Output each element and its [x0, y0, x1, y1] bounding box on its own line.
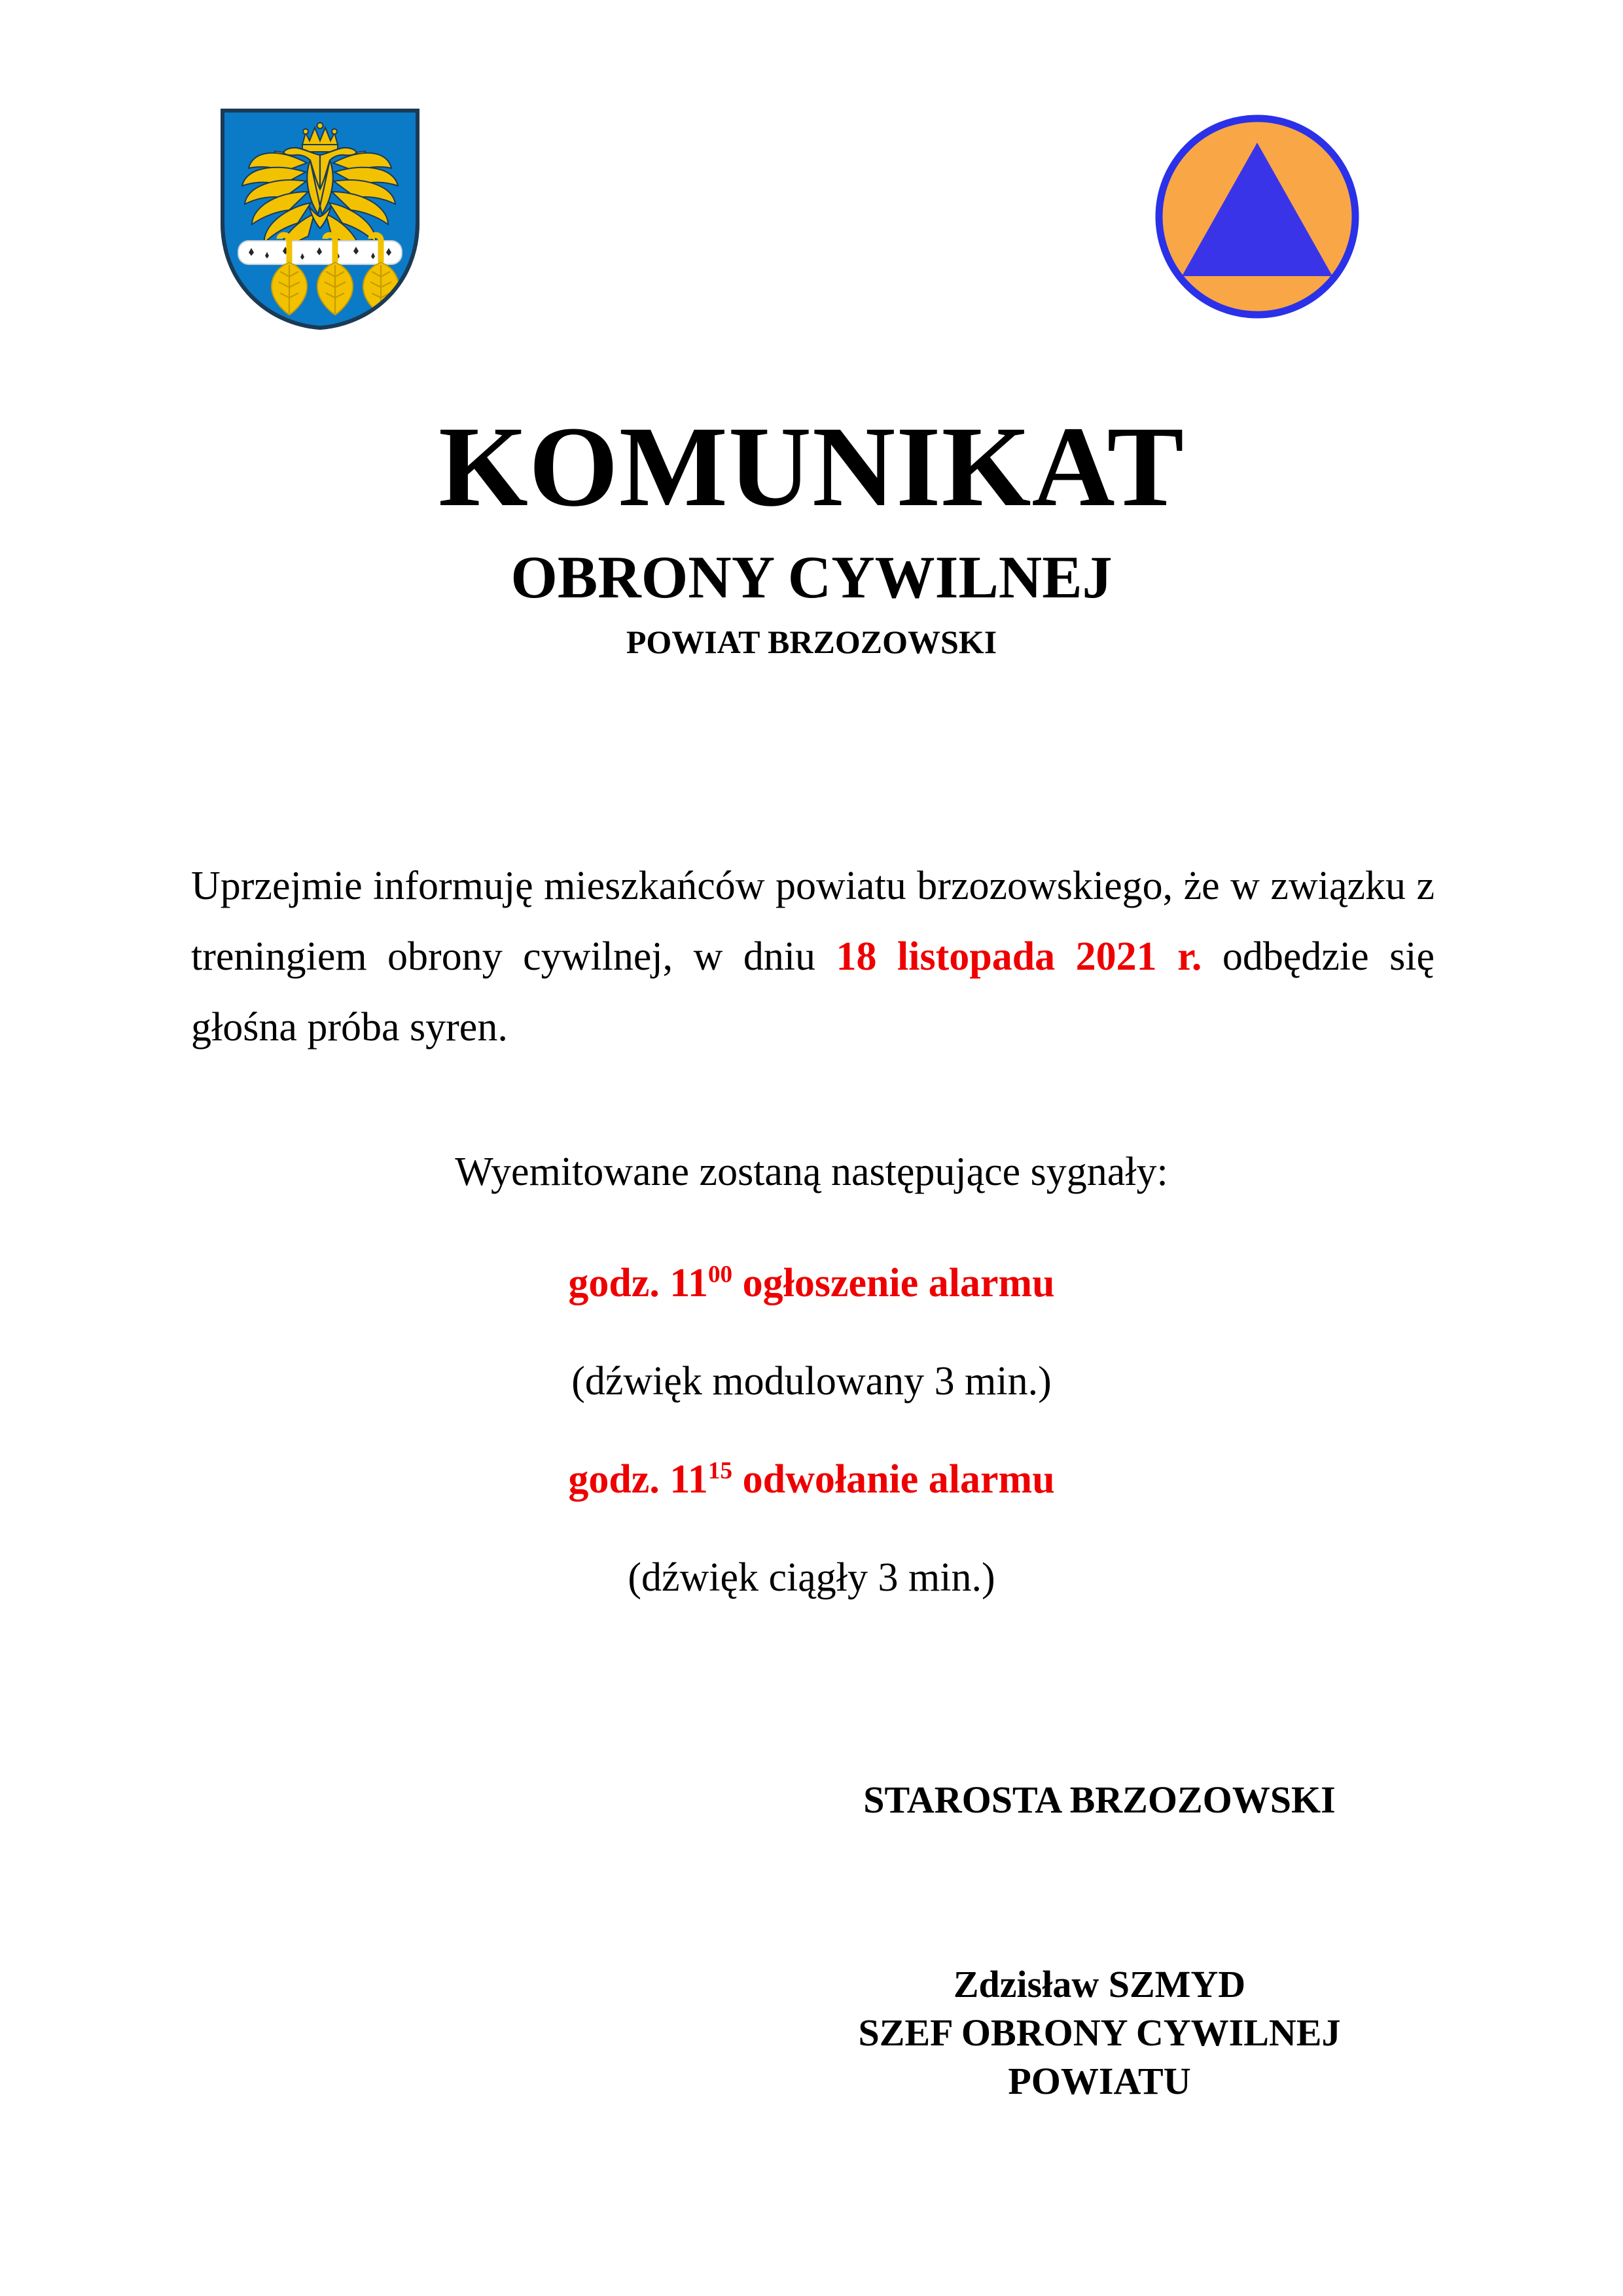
signature-role-line-2: POWIATU [1008, 2060, 1191, 2102]
signal-1-action: ogłoszenie alarmu [732, 1261, 1055, 1305]
page-subtitle-obrony-cywilnej: OBRONY CYWILNEJ [510, 544, 1113, 610]
emblem-row [0, 98, 1623, 340]
signature-role-line-1: SZEF OBRONY CYWILNEJ [858, 2011, 1341, 2054]
signal-1-hour: godz. 11 [568, 1261, 708, 1305]
signal-alarm-start-description: (dźwięk modulowany 3 min.) [571, 1359, 1052, 1404]
announcement-paragraph [191, 851, 1435, 1063]
signals-section [0, 1152, 1623, 1598]
signal-1-minutes: 00 [707, 1261, 733, 1288]
civil-defence-emblem-icon [1153, 113, 1361, 321]
signal-2-minutes: 15 [707, 1457, 733, 1485]
signature-block [812, 1778, 1387, 2106]
signature-office: STAROSTA BRZOZOWSKI [863, 1778, 1336, 1821]
brzozow-county-coat-of-arms-icon [220, 108, 420, 330]
paragraph-text-after-date: odbędzie się głośna próba syren. [191, 934, 1435, 1050]
page-subtitle-powiat: POWIAT BRZOZOWSKI [626, 624, 997, 660]
signal-alarm-end-description: (dźwięk ciągły 3 min.) [628, 1555, 995, 1600]
paragraph-text-before-date: Uprzejmie informuję mieszkańców powiatu brzozowskiego, że w związku z treningiem obrony cywilnej, w dniu [191, 864, 1435, 979]
announcement-date: 18 listopada 2021 r. [836, 934, 1202, 979]
page-title-komunikat: KOMUNIKAT [438, 403, 1185, 531]
signal-alarm-start-time [0, 1263, 1623, 1303]
signal-2-action: odwołanie alarmu [732, 1457, 1055, 1502]
signals-intro-text: Wyemitowane zostaną następujące sygnały: [455, 1150, 1168, 1194]
signal-2-hour: godz. 11 [568, 1457, 708, 1502]
signature-name: Zdzisław SZMYD [953, 1963, 1246, 2005]
signal-alarm-end-time [0, 1459, 1623, 1500]
